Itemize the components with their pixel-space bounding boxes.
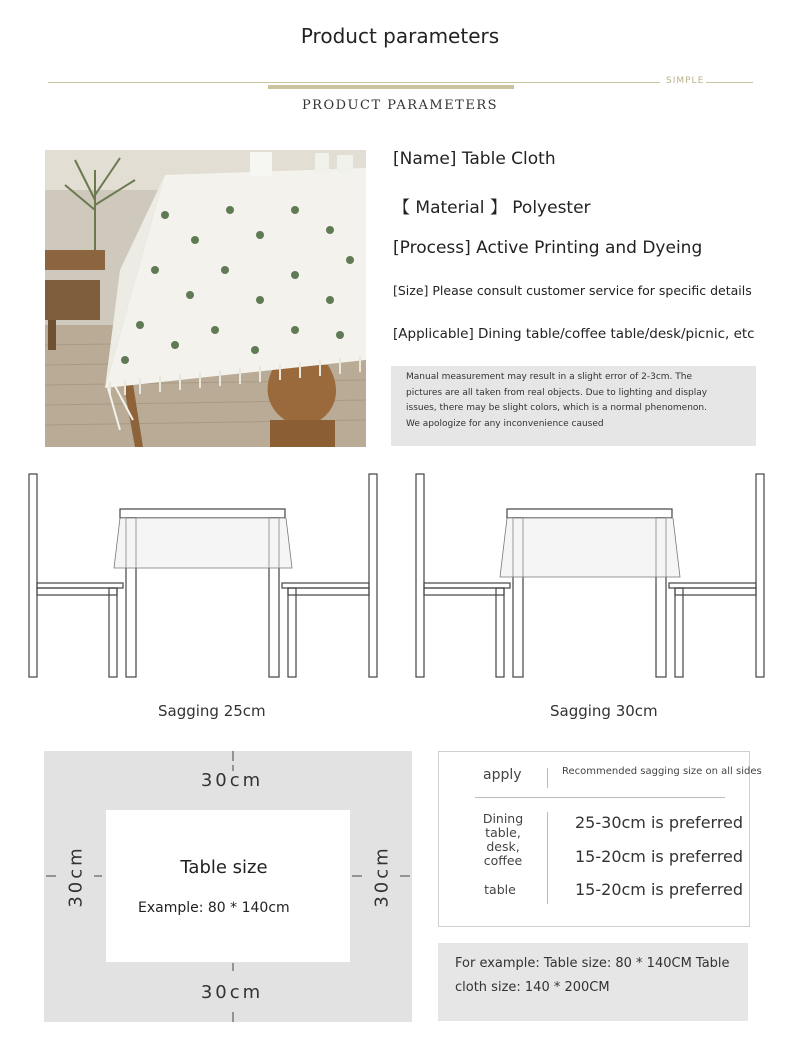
table-head-apply: apply (483, 767, 522, 783)
example-text (455, 952, 745, 1000)
example-line: For example: Table size: 80 * 140CM Table (455, 956, 730, 971)
table-value: 15-20cm is preferred (575, 880, 744, 899)
spec-size: [Size] Please consult customer service for specific details (393, 283, 752, 298)
sagging-diagrams (0, 465, 800, 685)
header-accent-bar (268, 85, 514, 89)
spec-name: [Name] Table Cloth (393, 149, 556, 169)
note-line: Manual measurement may result in a slight error of 2-3cm. The (406, 372, 693, 382)
sagging-diagram-30cm (416, 474, 764, 677)
page-title: Product parameters (300, 24, 500, 48)
row-label-line: desk, (486, 839, 520, 854)
spec-material: 【 Material 】 Polyester (393, 198, 591, 218)
measurement-note (406, 370, 746, 432)
table-head-separator (547, 768, 548, 788)
sagging-diagram-25cm (29, 474, 377, 677)
spec-process: [Process] Active Printing and Dyeing (393, 238, 703, 258)
bottom-margin-label: 30cm (200, 982, 264, 1003)
table-size-example: Example: 80 * 140cm (138, 900, 290, 916)
table-row-label: table (484, 882, 516, 897)
table-head-recommend: Recommended sagging size on all sides (562, 766, 762, 777)
top-margin-label: 30cm (200, 770, 264, 791)
product-photo (45, 150, 366, 447)
note-line: pictures are all taken from real objects. Due to lighting and display (406, 387, 708, 398)
example-line: cloth size: 140 * 200CM (455, 980, 610, 995)
right-margin-label: 30cm (371, 845, 393, 908)
table-size-label: Table size (180, 857, 268, 878)
left-margin-label: 30cm (65, 845, 87, 908)
row-label-line: Dining (482, 811, 524, 826)
sagging-25-caption: Sagging 25cm (158, 702, 266, 720)
row-label-line: coffee (483, 853, 523, 868)
row-label-line: table, (485, 825, 521, 840)
note-line: issues, there may be slight colors, which is a normal phenomenon. (406, 403, 707, 413)
table-value: 25-30cm is preferred (575, 813, 744, 832)
spec-applicable: [Applicable] Dining table/coffee table/desk/picnic, etc (393, 326, 755, 342)
header-divider (48, 82, 660, 83)
sagging-30-caption: Sagging 30cm (550, 702, 658, 720)
simple-label: SIMPLE (666, 76, 705, 86)
table-body-separator (547, 812, 548, 904)
table-value: 15-20cm is preferred (575, 847, 744, 866)
table-row-label (470, 812, 536, 868)
table-head-divider (475, 797, 725, 798)
note-line: We apologize for any inconvenience caused (406, 418, 604, 429)
section-subtitle: PRODUCT PARAMETERS (301, 98, 499, 113)
header-divider-right (706, 82, 753, 83)
